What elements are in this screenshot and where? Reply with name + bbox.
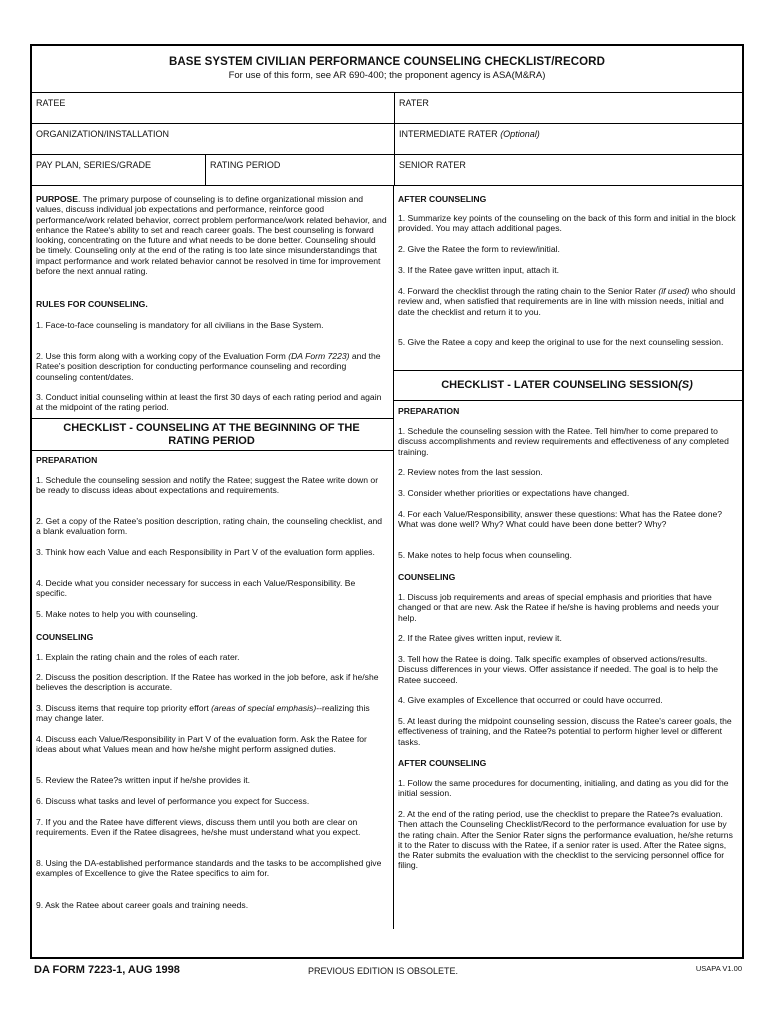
preparation-heading: PREPARATION [398, 406, 460, 416]
intermediate-rater-label: INTERMEDIATE RATER [399, 129, 498, 139]
form-footer [30, 962, 744, 982]
after-item: 1. Follow the same procedures for documenting, initialing, and dating as you did for the initial session. [398, 778, 729, 799]
prep-item: 4. Decide what you consider necessary for success in each Value/Responsibility. Be specific. [36, 578, 356, 599]
left-column [32, 186, 394, 929]
senior-rater-field[interactable]: SENIOR RATER [399, 160, 466, 170]
divider [32, 418, 393, 419]
divider [394, 370, 742, 371]
counseling-item: 5. At least during the midpoint counseling session, discuss the Ratee's career goals, the effectiveness of training, and the Ratee?s potential to perform higher level or different tasks. [398, 716, 732, 747]
after-item: 4. Forward the checklist through the rating chain to the Senior Rater (if used) who should review and, when satisfied that requirements are in line with mission needs, initial and date the checklist and return it to you. [398, 286, 736, 317]
after-counseling-heading: AFTER COUNSELING [398, 758, 487, 768]
prep-item: 2. Review notes from the last session. [398, 467, 543, 477]
form-subtitle: For use of this form, see AR 690-400; the proponent agency is ASA(M&RA) [228, 70, 546, 81]
form-title: BASE SYSTEM CIVILIAN PERFORMANCE COUNSELING CHECKLIST/RECORD [169, 56, 605, 68]
counseling-form [30, 44, 744, 959]
prep-item: 5. Make notes to help you with counseling. [36, 609, 198, 619]
row-pay-plan [32, 155, 742, 186]
ratee-field[interactable]: RATEE [36, 98, 66, 108]
purpose-text: PURPOSE. The primary purpose of counseling is to define organizational mission and values, discuss individual job expectations and performance, reinforce good performance/work related behavior, correct problem performance/work related behavior, and enhance the Ratee's ability to set and reach career goals. The best counseling is forward looking, concentrating on the future and what needs to be done better. Counseling should be timely. Counseling only at the end of the rating is too late since misunderstandings that impact performance and work related behavior cannot be resolved in time for improvement before the next annual rating. [36, 194, 387, 277]
divider [394, 400, 742, 401]
form-header [32, 46, 742, 93]
counseling-item: 4. Discuss each Value/Responsibility in Part V of the evaluation form. Ask the Ratee for ideas about what Values mean and how he/she might perform assigned duties. [36, 734, 367, 755]
counseling-heading: COUNSELING [398, 572, 456, 582]
optional-note: (Optional) [500, 129, 540, 139]
counseling-item: 8. Using the DA-established performance standards and the tasks to be accomplished give examples of Excellence to give the Ratee specifics to aim for. [36, 858, 382, 879]
counseling-item: 7. If you and the Ratee have different views, discuss them until you both are clear on requirements. Even if the Ratee disagrees, he/she must understand what you expect. [36, 817, 361, 838]
counseling-item: 6. Discuss what tasks and level of performance you expect for Success. [36, 796, 310, 806]
obsolete-note: PREVIOUS EDITION IS OBSOLETE. [308, 966, 459, 976]
row-organization [32, 124, 742, 155]
row-ratee [32, 93, 742, 124]
prep-item: 1. Schedule the counseling session with the Ratee. Tell him/her to come prepared to discuss accomplishments and review requirements and effectiveness of any completed training. [398, 426, 729, 457]
form-body [32, 186, 742, 929]
after-item: 2. Give the Ratee the form to review/initial. [398, 244, 560, 254]
right-column [394, 186, 742, 929]
intermediate-rater-field[interactable] [395, 124, 742, 144]
counseling-item: 1. Discuss job requirements and areas of special emphasis and priorities that have changed or that are new. Ask the Ratee if he/she is having problems and needs your help. [398, 592, 720, 623]
after-item: 2. At the end of the rating period, use the checklist to prepare the Ratee?s evaluation. Then attach the Counseling Checklist/Record to the performance evaluation for use by the rating chain. After the Senior Rater signs the performance evaluation, he/she returns it to the Rater to discuss with the Ratee, if a senior rater is used. After the Ratee signs, the Rater submits the evaluation with the checklist to the servicing personnel office for filing. [398, 809, 733, 871]
counseling-item: 9. Ask the Ratee about career goals and training needs. [36, 900, 249, 910]
prep-item: 2. Get a copy of the Ratee's position description, rating chain, the counseling checklist, and a blank evaluation form. [36, 516, 383, 537]
counseling-heading: COUNSELING [36, 632, 94, 642]
rule-1: 1. Face-to-face counseling is mandatory for all civilians in the Base System. [36, 320, 324, 330]
version-label: USAPA V1.00 [695, 964, 742, 973]
after-item: 5. Give the Ratee a copy and keep the original to use for the next counseling session. [398, 337, 724, 347]
pay-plan-field[interactable]: PAY PLAN, SERIES/GRADE [32, 155, 206, 185]
counseling-item: 1. Explain the rating chain and the roles of each rater. [36, 652, 240, 662]
later-checklist-title: CHECKLIST - LATER COUNSELING SESSION(S) [441, 379, 693, 391]
prep-item: 5. Make notes to help focus when counseling. [398, 550, 572, 560]
counseling-item: 2. Discuss the position description. If the Ratee has worked in the job before, ask if he/she believes the description is accurate. [36, 672, 379, 693]
prep-item: 1. Schedule the counseling session and notify the Ratee; suggest the Ratee write down or be ready to discuss ideas about expectations and requirements. [36, 475, 379, 496]
after-counseling-heading: AFTER COUNSELING [398, 194, 487, 204]
counseling-item: 2. If the Ratee gives written input, review it. [398, 633, 562, 643]
counseling-item: 4. Give examples of Excellence that occurred or could have occurred. [398, 695, 663, 705]
organization-field[interactable]: ORGANIZATION/INSTALLATION [36, 129, 170, 139]
rules-heading: RULES FOR COUNSELING. [36, 299, 148, 309]
prep-item: 4. For each Value/Responsibility, answer these questions: What has the Ratee done? What was done well? Why? What could have been done better? Why? [398, 509, 723, 530]
divider [32, 450, 393, 451]
purpose-section [36, 194, 387, 276]
counseling-item: 3. Discuss items that require top priority effort (areas of special emphasis)--realizing this may change later. [36, 703, 370, 724]
counseling-item: 3. Tell how the Ratee is doing. Talk specific examples of observed actions/results. Discuss differences in your views. Offer assistance if needed. The goal is to help the Ratee succeed. [398, 654, 719, 685]
rater-field[interactable]: RATER [399, 98, 429, 108]
preparation-heading: PREPARATION [36, 455, 98, 465]
rule-2: 2. Use this form along with a working copy of the Evaluation Form (DA Form 7223) and the Ratee's position description for conducting performance counseling and recording counseling content/dates. [36, 351, 381, 382]
after-item: 1. Summarize key points of the counseling on the back of this form and initial in the block provided. You may attach additional pages. [398, 213, 736, 234]
checklist-title: CHECKLIST - COUNSELING AT THE BEGINNING OF THE RATING PERIOD [63, 422, 360, 447]
form-id: DA FORM 7223-1, AUG 1998 [34, 964, 180, 976]
rule-3: 3. Conduct initial counseling within at least the first 30 days of each rating period and again at the midpoint of the rating period. [36, 392, 382, 413]
prep-item: 3. Think how each Value and each Responsibility in Part V of the evaluation form applies. [36, 547, 375, 557]
after-item: 3. If the Ratee gave written input, attach it. [398, 265, 559, 275]
rating-period-field[interactable]: RATING PERIOD [210, 160, 281, 170]
counseling-item: 5. Review the Ratee?s written input if he/she provides it. [36, 775, 251, 785]
prep-item: 3. Consider whether priorities or expectations have changed. [398, 488, 630, 498]
